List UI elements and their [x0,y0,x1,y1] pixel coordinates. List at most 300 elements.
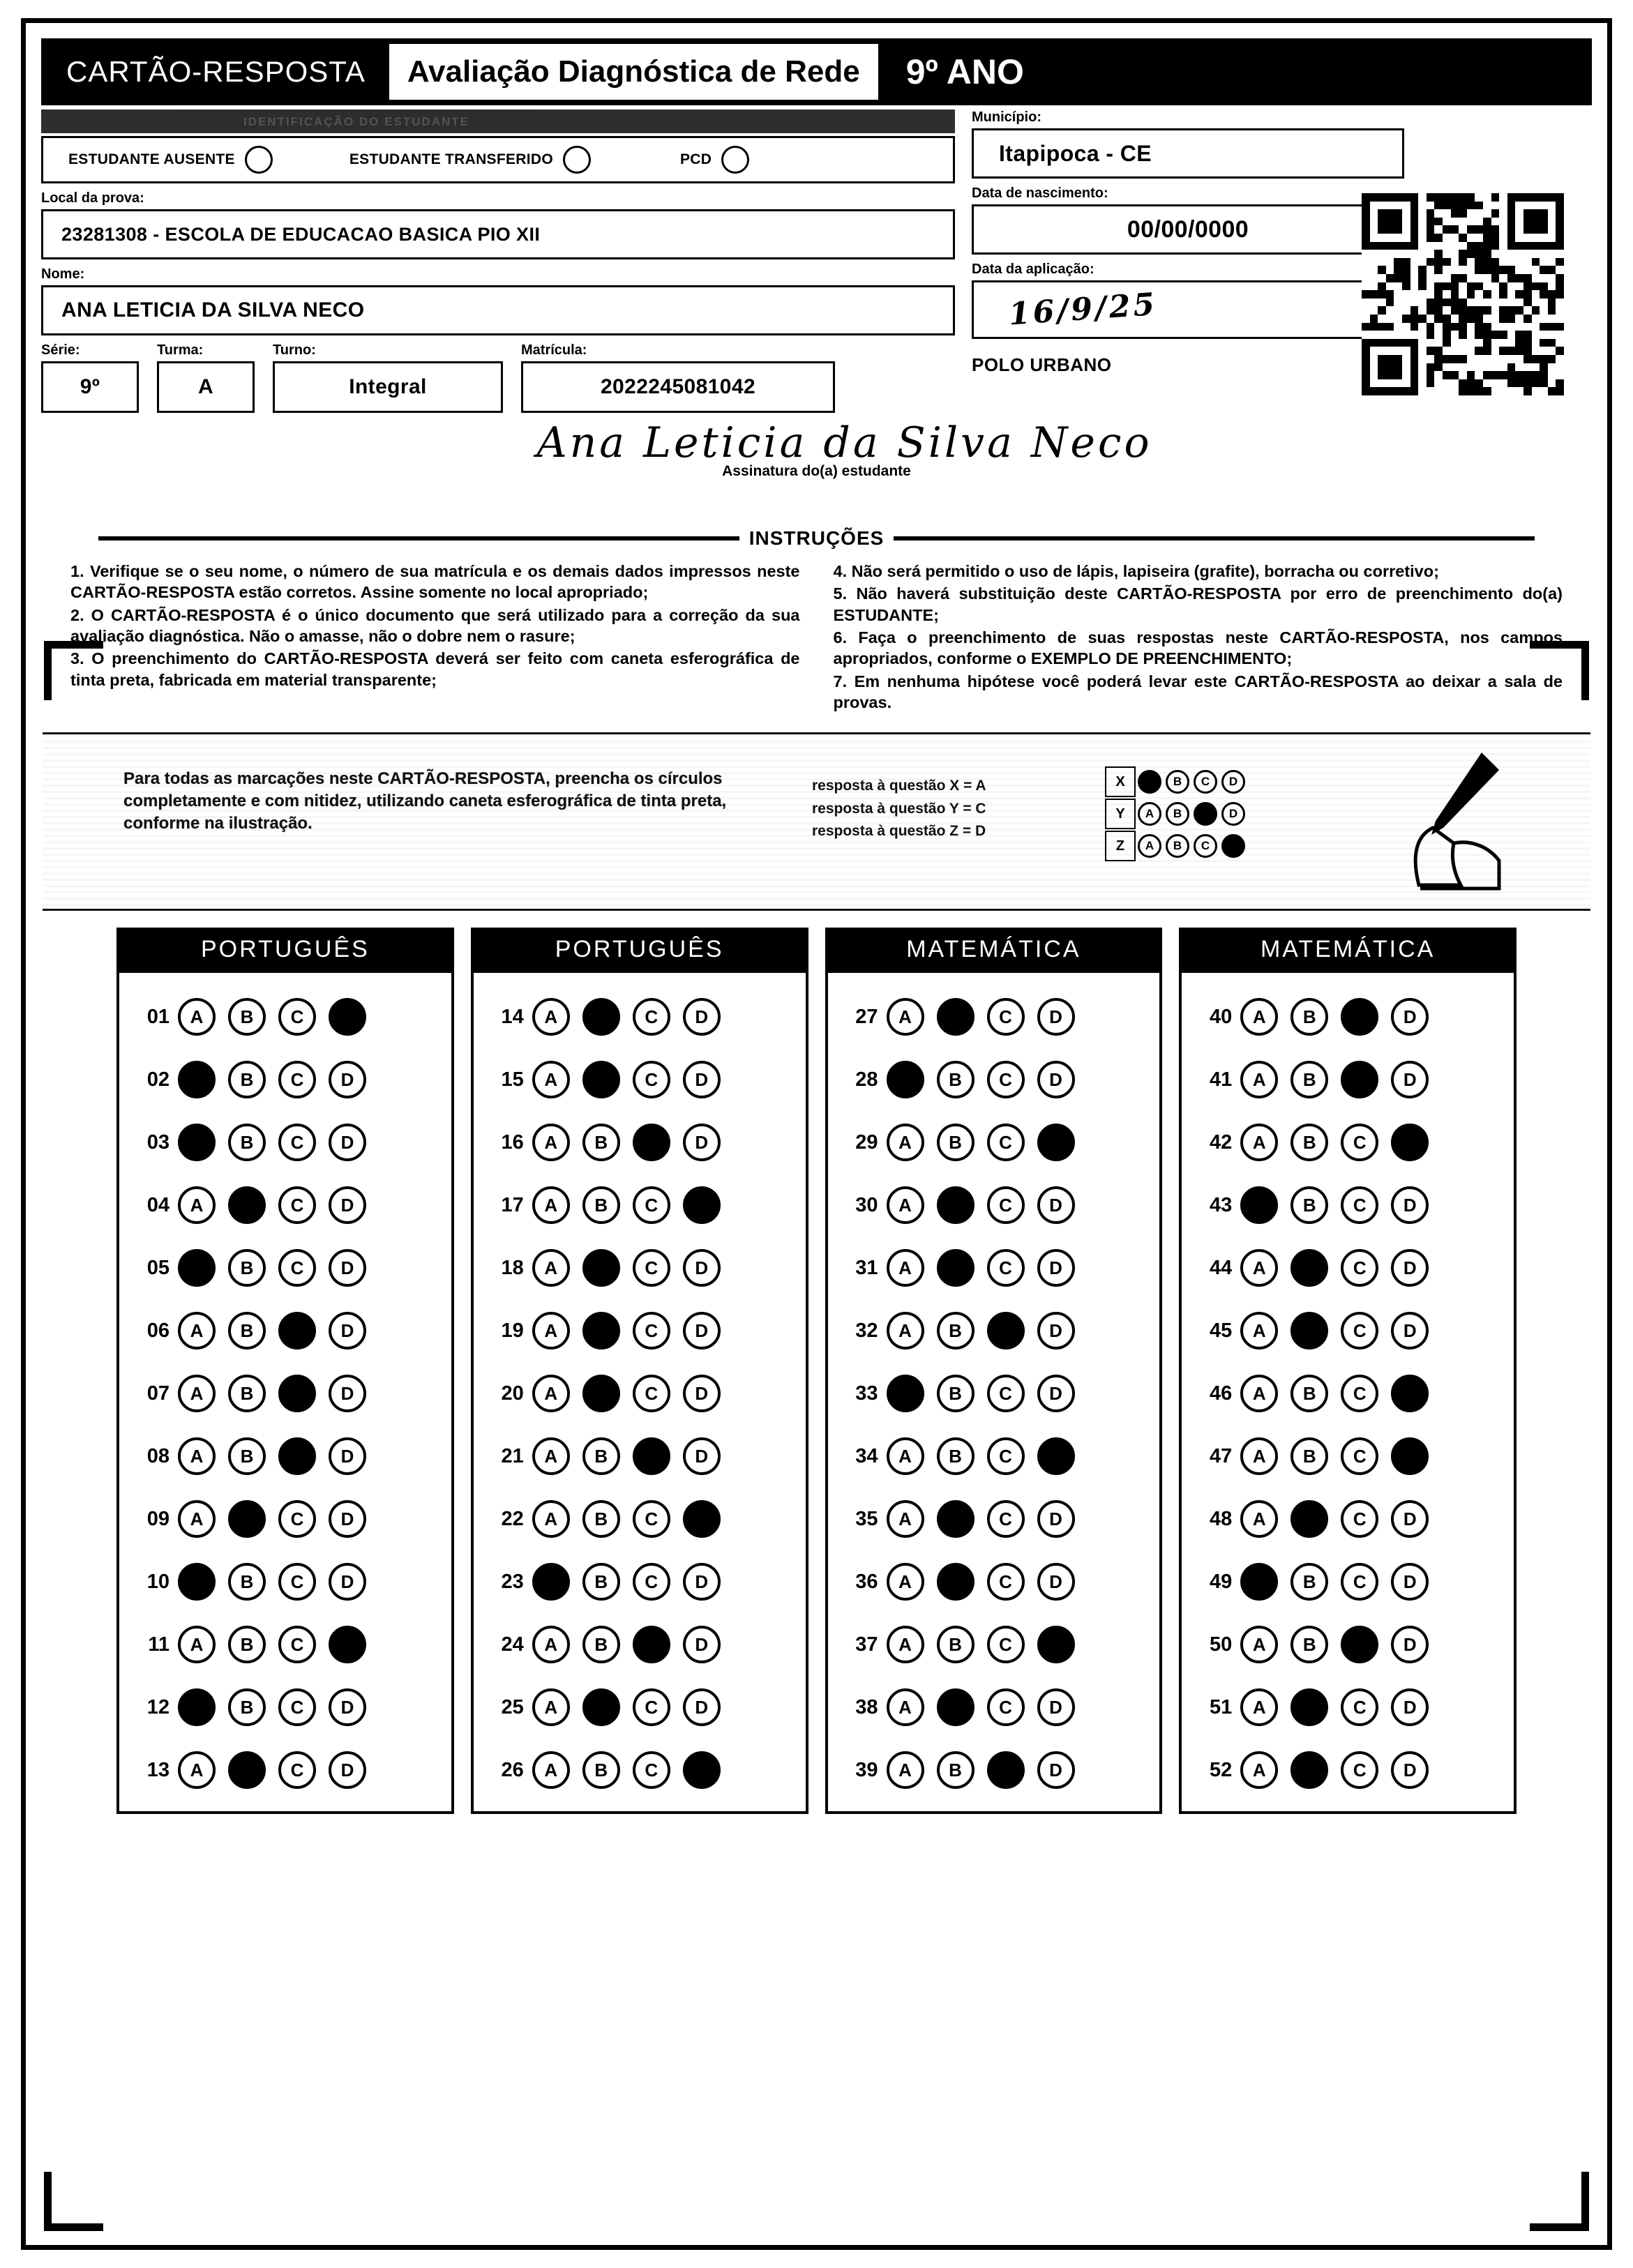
answer-bubble-d[interactable]: D [1037,998,1075,1036]
answer-bubble-c[interactable]: C [278,998,316,1036]
answer-row[interactable] [1189,1174,1507,1237]
answer-bubble-c[interactable]: C [987,1626,1025,1663]
answer-bubbles[interactable] [887,1186,1075,1224]
answer-bubble-c[interactable]: C [1341,1688,1378,1726]
answer-bubble-a[interactable]: A [532,998,570,1036]
answer-bubble-b[interactable]: B [1290,1061,1328,1098]
answer-bubble-a[interactable]: A [1240,1249,1278,1287]
answer-bubbles[interactable] [887,998,1075,1036]
answer-bubble-b[interactable]: B [1290,1626,1328,1663]
answer-bubble-a[interactable] [887,1375,924,1412]
answer-bubble-b[interactable] [582,998,620,1036]
answer-bubble-c[interactable]: C [1341,1186,1378,1224]
answer-bubble-c[interactable]: C [278,1751,316,1789]
answer-row[interactable] [126,985,444,1048]
answer-row[interactable] [481,1048,799,1111]
answer-bubble-b[interactable] [582,1249,620,1287]
answer-bubbles[interactable] [1240,1061,1429,1098]
answer-bubble-a[interactable]: A [887,1751,924,1789]
answer-bubble-a[interactable]: A [532,1688,570,1726]
answer-bubble-a[interactable]: A [1240,1437,1278,1475]
answer-bubble-d[interactable] [1037,1626,1075,1663]
answer-row[interactable] [481,1488,799,1550]
answer-row[interactable] [1189,1048,1507,1111]
answer-bubble-c[interactable]: C [1341,1751,1378,1789]
answer-bubbles[interactable] [178,1688,366,1726]
answer-bubble-d[interactable]: D [683,1312,721,1350]
answer-bubble-b[interactable]: B [1290,998,1328,1036]
answer-bubble-c[interactable]: C [278,1500,316,1538]
answer-grid[interactable] [116,928,1517,1814]
answer-bubbles[interactable] [178,1186,366,1224]
answer-bubble-d[interactable]: D [1391,1312,1429,1350]
answer-bubble-a[interactable]: A [532,1124,570,1161]
answer-bubbles[interactable] [532,1500,721,1538]
answer-bubbles[interactable] [1240,1124,1429,1161]
answer-bubble-a[interactable]: A [887,1437,924,1475]
answer-bubble-a[interactable] [887,1061,924,1098]
answer-bubble-c[interactable]: C [987,1688,1025,1726]
answer-row[interactable] [835,1174,1153,1237]
answer-bubble-d[interactable]: D [329,1500,366,1538]
answer-bubble-b[interactable]: B [937,1751,974,1789]
answer-bubbles[interactable] [887,1375,1075,1412]
answer-bubble-b[interactable] [1290,1688,1328,1726]
answer-bubble-b[interactable]: B [582,1751,620,1789]
answer-bubble-c[interactable]: C [278,1124,316,1161]
answer-bubble-d[interactable]: D [329,1249,366,1287]
answer-bubbles[interactable] [887,1061,1075,1098]
answer-bubbles[interactable] [532,1688,721,1726]
answer-bubble-b[interactable]: B [582,1563,620,1601]
answer-bubbles[interactable] [532,998,721,1036]
answer-row[interactable] [1189,1488,1507,1550]
answer-bubble-d[interactable] [1391,1124,1429,1161]
answer-bubble-b[interactable]: B [582,1186,620,1224]
answer-bubble-b[interactable] [1290,1500,1328,1538]
answer-bubble-a[interactable]: A [532,1061,570,1098]
answer-bubble-d[interactable]: D [1391,1626,1429,1663]
answer-bubble-c[interactable] [278,1437,316,1475]
answer-row[interactable] [835,1299,1153,1362]
answer-bubble-a[interactable]: A [178,1500,216,1538]
answer-bubble-c[interactable]: C [278,1563,316,1601]
answer-bubble-c[interactable]: C [987,1437,1025,1475]
answer-bubble-d[interactable] [683,1500,721,1538]
answer-bubble-a[interactable]: A [532,1249,570,1287]
answer-bubble-a[interactable]: A [887,1312,924,1350]
answer-row[interactable] [1189,1362,1507,1425]
answer-bubble-c[interactable] [1341,1626,1378,1663]
answer-bubble-c[interactable]: C [987,1061,1025,1098]
answer-bubbles[interactable] [532,1249,721,1287]
answer-row[interactable] [481,1550,799,1613]
answer-bubble-c[interactable]: C [278,1186,316,1224]
answer-bubble-a[interactable]: A [178,1751,216,1789]
answer-bubble-b[interactable] [582,1312,620,1350]
answer-bubble-c[interactable]: C [633,1061,670,1098]
answer-bubbles[interactable] [532,1124,721,1161]
answer-bubble-b[interactable]: B [937,1626,974,1663]
answer-bubble-a[interactable]: A [532,1626,570,1663]
answer-bubble-a[interactable]: A [1240,1375,1278,1412]
answer-bubble-c[interactable]: C [1341,1312,1378,1350]
answer-row[interactable] [126,1550,444,1613]
answer-bubble-b[interactable]: B [228,1688,266,1726]
answer-bubble-c[interactable]: C [633,1751,670,1789]
answer-bubble-c[interactable]: C [987,1563,1025,1601]
answer-bubble-b[interactable]: B [228,1375,266,1412]
answer-bubble-c[interactable]: C [1341,1124,1378,1161]
option-pcd[interactable] [680,146,749,174]
answer-bubbles[interactable] [1240,1751,1429,1789]
answer-bubble-a[interactable]: A [532,1500,570,1538]
answer-bubbles[interactable] [178,998,366,1036]
answer-bubble-b[interactable] [228,1500,266,1538]
answer-bubbles[interactable] [887,1124,1075,1161]
answer-bubble-b[interactable]: B [582,1500,620,1538]
answer-bubble-d[interactable]: D [683,1249,721,1287]
answer-row[interactable] [481,1362,799,1425]
answer-bubble-d[interactable] [1391,1375,1429,1412]
answer-bubble-d[interactable] [1037,1124,1075,1161]
answer-bubbles[interactable] [1240,1563,1429,1601]
answer-bubble-a[interactable] [178,1249,216,1287]
answer-bubbles[interactable] [1240,1249,1429,1287]
answer-bubble-a[interactable]: A [1240,1312,1278,1350]
answer-bubble-d[interactable]: D [329,1751,366,1789]
answer-bubble-a[interactable]: A [1240,1124,1278,1161]
answer-bubble-c[interactable]: C [278,1688,316,1726]
answer-bubbles[interactable] [887,1563,1075,1601]
answer-bubbles[interactable] [1240,1375,1429,1412]
answer-bubbles[interactable] [887,1500,1075,1538]
answer-bubble-c[interactable]: C [987,1249,1025,1287]
answer-bubble-b[interactable]: B [228,1124,266,1161]
answer-bubble-d[interactable]: D [1391,1688,1429,1726]
answer-bubble-c[interactable] [278,1375,316,1412]
answer-row[interactable] [126,1237,444,1299]
answer-bubble-a[interactable]: A [1240,998,1278,1036]
answer-row[interactable] [1189,1111,1507,1174]
answer-bubble-a[interactable]: A [532,1312,570,1350]
answer-bubble-d[interactable]: D [1037,1751,1075,1789]
answer-row[interactable] [481,1739,799,1801]
answer-row[interactable] [835,1613,1153,1676]
answer-bubble-b[interactable] [1290,1751,1328,1789]
answer-row[interactable] [835,1362,1153,1425]
answer-bubble-c[interactable] [1341,998,1378,1036]
answer-bubble-c[interactable]: C [987,1500,1025,1538]
answer-bubbles[interactable] [178,1500,366,1538]
answer-bubble-b[interactable]: B [937,1437,974,1475]
answer-bubble-c[interactable] [633,1626,670,1663]
answer-bubble-a[interactable]: A [532,1375,570,1412]
answer-row[interactable] [481,1299,799,1362]
answer-row[interactable] [835,1425,1153,1488]
answer-bubble-b[interactable]: B [1290,1375,1328,1412]
answer-bubbles[interactable] [1240,1312,1429,1350]
answer-bubble-a[interactable] [1240,1186,1278,1224]
answer-bubble-a[interactable] [178,1563,216,1601]
answer-row[interactable] [126,1299,444,1362]
answer-bubble-c[interactable] [278,1312,316,1350]
answer-bubble-d[interactable] [683,1186,721,1224]
answer-bubble-d[interactable]: D [329,1437,366,1475]
answer-row[interactable] [1189,1550,1507,1613]
answer-bubble-c[interactable]: C [987,1375,1025,1412]
answer-bubble-d[interactable]: D [1391,1249,1429,1287]
answer-bubble-b[interactable] [937,1563,974,1601]
answer-row[interactable] [1189,1237,1507,1299]
answer-bubble-d[interactable]: D [683,1437,721,1475]
answer-bubble-d[interactable]: D [1391,1061,1429,1098]
answer-row[interactable] [835,1111,1153,1174]
answer-bubble-d[interactable]: D [329,1124,366,1161]
answer-bubble-b[interactable]: B [228,998,266,1036]
answer-bubbles[interactable] [887,1437,1075,1475]
answer-bubble-b[interactable] [937,1249,974,1287]
answer-bubble-d[interactable]: D [683,1626,721,1663]
answer-bubble-a[interactable]: A [532,1186,570,1224]
answer-bubble-d[interactable] [329,998,366,1036]
answer-row[interactable] [481,1613,799,1676]
answer-row[interactable] [835,1237,1153,1299]
answer-bubble-d[interactable]: D [329,1061,366,1098]
answer-row[interactable] [835,1550,1153,1613]
answer-bubble-c[interactable]: C [1341,1437,1378,1475]
answer-bubbles[interactable] [887,1688,1075,1726]
answer-bubble-c[interactable]: C [633,1563,670,1601]
answer-bubbles[interactable] [178,1437,366,1475]
answer-bubble-d[interactable]: D [1391,998,1429,1036]
answer-row[interactable] [1189,1613,1507,1676]
answer-row[interactable] [481,1425,799,1488]
answer-bubble-a[interactable]: A [887,1249,924,1287]
answer-row[interactable] [481,985,799,1048]
answer-bubble-d[interactable]: D [1037,1249,1075,1287]
answer-bubble-c[interactable]: C [278,1249,316,1287]
answer-bubbles[interactable] [178,1312,366,1350]
answer-bubble-d[interactable]: D [1037,1375,1075,1412]
answer-bubble-c[interactable]: C [987,998,1025,1036]
answer-bubble-d[interactable]: D [683,1061,721,1098]
answer-bubble-a[interactable] [178,1688,216,1726]
answer-bubble-b[interactable] [937,1688,974,1726]
answer-bubble-d[interactable]: D [329,1688,366,1726]
answer-row[interactable] [835,1676,1153,1739]
answer-bubble-a[interactable]: A [1240,1751,1278,1789]
answer-bubble-a[interactable]: A [1240,1688,1278,1726]
answer-bubble-c[interactable]: C [633,1249,670,1287]
answer-bubble-d[interactable]: D [683,998,721,1036]
answer-bubble-d[interactable]: D [329,1563,366,1601]
answer-bubble-c[interactable]: C [278,1626,316,1663]
answer-row[interactable] [835,985,1153,1048]
answer-bubble-d[interactable]: D [329,1375,366,1412]
answer-row[interactable] [481,1174,799,1237]
answer-bubble-c[interactable] [987,1751,1025,1789]
answer-bubbles[interactable] [178,1626,366,1663]
answer-bubbles[interactable] [532,1186,721,1224]
transferred-bubble-icon[interactable] [563,146,591,174]
answer-bubble-d[interactable]: D [1391,1751,1429,1789]
answer-bubble-d[interactable]: D [1391,1186,1429,1224]
answer-bubble-c[interactable] [987,1312,1025,1350]
answer-row[interactable] [1189,1299,1507,1362]
answer-bubbles[interactable] [532,1312,721,1350]
answer-bubble-d[interactable]: D [683,1124,721,1161]
answer-bubbles[interactable] [1240,1500,1429,1538]
answer-bubble-c[interactable]: C [633,1312,670,1350]
answer-bubble-b[interactable] [582,1375,620,1412]
answer-bubble-c[interactable]: C [1341,1500,1378,1538]
answer-bubble-d[interactable]: D [1391,1563,1429,1601]
answer-bubble-b[interactable] [937,998,974,1036]
answer-bubble-a[interactable]: A [1240,1061,1278,1098]
answer-bubble-a[interactable]: A [178,1312,216,1350]
answer-row[interactable] [1189,1676,1507,1739]
answer-bubble-a[interactable]: A [887,1688,924,1726]
option-estudante-transferido[interactable] [349,146,591,174]
answer-bubble-d[interactable]: D [329,1186,366,1224]
answer-bubble-c[interactable]: C [1341,1375,1378,1412]
answer-bubble-b[interactable]: B [228,1312,266,1350]
answer-bubble-d[interactable] [1037,1437,1075,1475]
answer-bubble-d[interactable]: D [1037,1186,1075,1224]
answer-bubble-b[interactable]: B [1290,1563,1328,1601]
answer-bubbles[interactable] [1240,1437,1429,1475]
answer-row[interactable] [126,1362,444,1425]
answer-bubble-b[interactable] [228,1186,266,1224]
answer-bubble-c[interactable]: C [987,1186,1025,1224]
answer-bubble-a[interactable]: A [887,1500,924,1538]
answer-bubbles[interactable] [887,1751,1075,1789]
answer-bubble-b[interactable] [937,1186,974,1224]
answer-bubble-b[interactable]: B [582,1437,620,1475]
answer-bubble-d[interactable]: D [1037,1312,1075,1350]
answer-bubble-c[interactable]: C [278,1061,316,1098]
answer-bubble-c[interactable]: C [1341,1563,1378,1601]
answer-bubbles[interactable] [532,1626,721,1663]
answer-row[interactable] [126,1425,444,1488]
answer-bubble-b[interactable]: B [228,1437,266,1475]
answer-bubbles[interactable] [178,1751,366,1789]
answer-bubbles[interactable] [887,1312,1075,1350]
answer-bubble-d[interactable]: D [683,1563,721,1601]
answer-row[interactable] [126,1111,444,1174]
answer-row[interactable] [126,1174,444,1237]
answer-bubbles[interactable] [1240,998,1429,1036]
answer-bubble-b[interactable]: B [937,1124,974,1161]
answer-bubbles[interactable] [1240,1626,1429,1663]
answer-bubble-a[interactable]: A [178,1375,216,1412]
answer-bubble-a[interactable]: A [178,1437,216,1475]
answer-bubble-a[interactable] [178,1061,216,1098]
answer-bubble-b[interactable]: B [228,1061,266,1098]
answer-row[interactable] [126,1676,444,1739]
answer-bubble-a[interactable]: A [532,1437,570,1475]
answer-row[interactable] [1189,1739,1507,1801]
answer-bubble-a[interactable]: A [887,1124,924,1161]
answer-bubble-c[interactable]: C [633,1688,670,1726]
answer-row[interactable] [126,1488,444,1550]
answer-bubble-b[interactable] [1290,1249,1328,1287]
answer-bubble-b[interactable] [1290,1312,1328,1350]
answer-bubble-a[interactable]: A [178,1186,216,1224]
answer-bubble-c[interactable]: C [633,998,670,1036]
answer-row[interactable] [481,1111,799,1174]
answer-bubble-b[interactable]: B [228,1249,266,1287]
answer-bubble-b[interactable]: B [937,1375,974,1412]
answer-bubbles[interactable] [887,1249,1075,1287]
option-estudante-ausente[interactable] [68,146,273,174]
answer-bubble-c[interactable]: C [633,1500,670,1538]
answer-bubble-b[interactable]: B [582,1626,620,1663]
answer-bubble-d[interactable]: D [1037,1061,1075,1098]
answer-bubble-a[interactable] [532,1563,570,1601]
answer-bubbles[interactable] [532,1437,721,1475]
answer-bubble-b[interactable]: B [228,1626,266,1663]
answer-bubble-c[interactable]: C [987,1124,1025,1161]
answer-bubble-d[interactable] [329,1626,366,1663]
answer-bubble-b[interactable]: B [228,1563,266,1601]
answer-row[interactable] [835,1739,1153,1801]
answer-bubbles[interactable] [1240,1186,1429,1224]
answer-row[interactable] [126,1613,444,1676]
answer-row[interactable] [126,1739,444,1801]
answer-bubbles[interactable] [178,1061,366,1098]
answer-bubbles[interactable] [178,1375,366,1412]
answer-bubbles[interactable] [178,1249,366,1287]
answer-bubble-d[interactable]: D [1037,1563,1075,1601]
answer-bubble-c[interactable]: C [633,1186,670,1224]
answer-bubble-d[interactable]: D [1391,1500,1429,1538]
answer-bubble-b[interactable]: B [1290,1437,1328,1475]
answer-bubble-b[interactable]: B [937,1061,974,1098]
answer-bubble-c[interactable] [633,1437,670,1475]
answer-bubble-a[interactable]: A [532,1751,570,1789]
answer-bubbles[interactable] [532,1061,721,1098]
answer-bubble-a[interactable] [1240,1563,1278,1601]
answer-bubble-b[interactable] [228,1751,266,1789]
answer-bubble-a[interactable]: A [887,1186,924,1224]
answer-bubbles[interactable] [178,1563,366,1601]
answer-bubble-d[interactable]: D [1037,1688,1075,1726]
answer-bubble-d[interactable] [683,1751,721,1789]
answer-bubble-b[interactable] [582,1688,620,1726]
answer-bubbles[interactable] [532,1563,721,1601]
answer-bubble-b[interactable]: B [1290,1124,1328,1161]
answer-bubble-d[interactable]: D [1037,1500,1075,1538]
answer-bubble-d[interactable]: D [683,1688,721,1726]
answer-row[interactable] [1189,985,1507,1048]
answer-bubble-a[interactable]: A [887,1626,924,1663]
answer-bubble-a[interactable] [178,1124,216,1161]
answer-bubbles[interactable] [532,1375,721,1412]
answer-row[interactable] [1189,1425,1507,1488]
answer-bubble-a[interactable]: A [178,1626,216,1663]
answer-bubbles[interactable] [532,1751,721,1789]
answer-bubble-b[interactable]: B [1290,1186,1328,1224]
answer-bubble-b[interactable]: B [582,1124,620,1161]
answer-bubble-c[interactable]: C [633,1375,670,1412]
answer-bubble-b[interactable]: B [937,1312,974,1350]
answer-bubble-a[interactable]: A [178,998,216,1036]
answer-row[interactable] [481,1676,799,1739]
answer-bubble-b[interactable] [937,1500,974,1538]
answer-bubble-a[interactable]: A [1240,1626,1278,1663]
